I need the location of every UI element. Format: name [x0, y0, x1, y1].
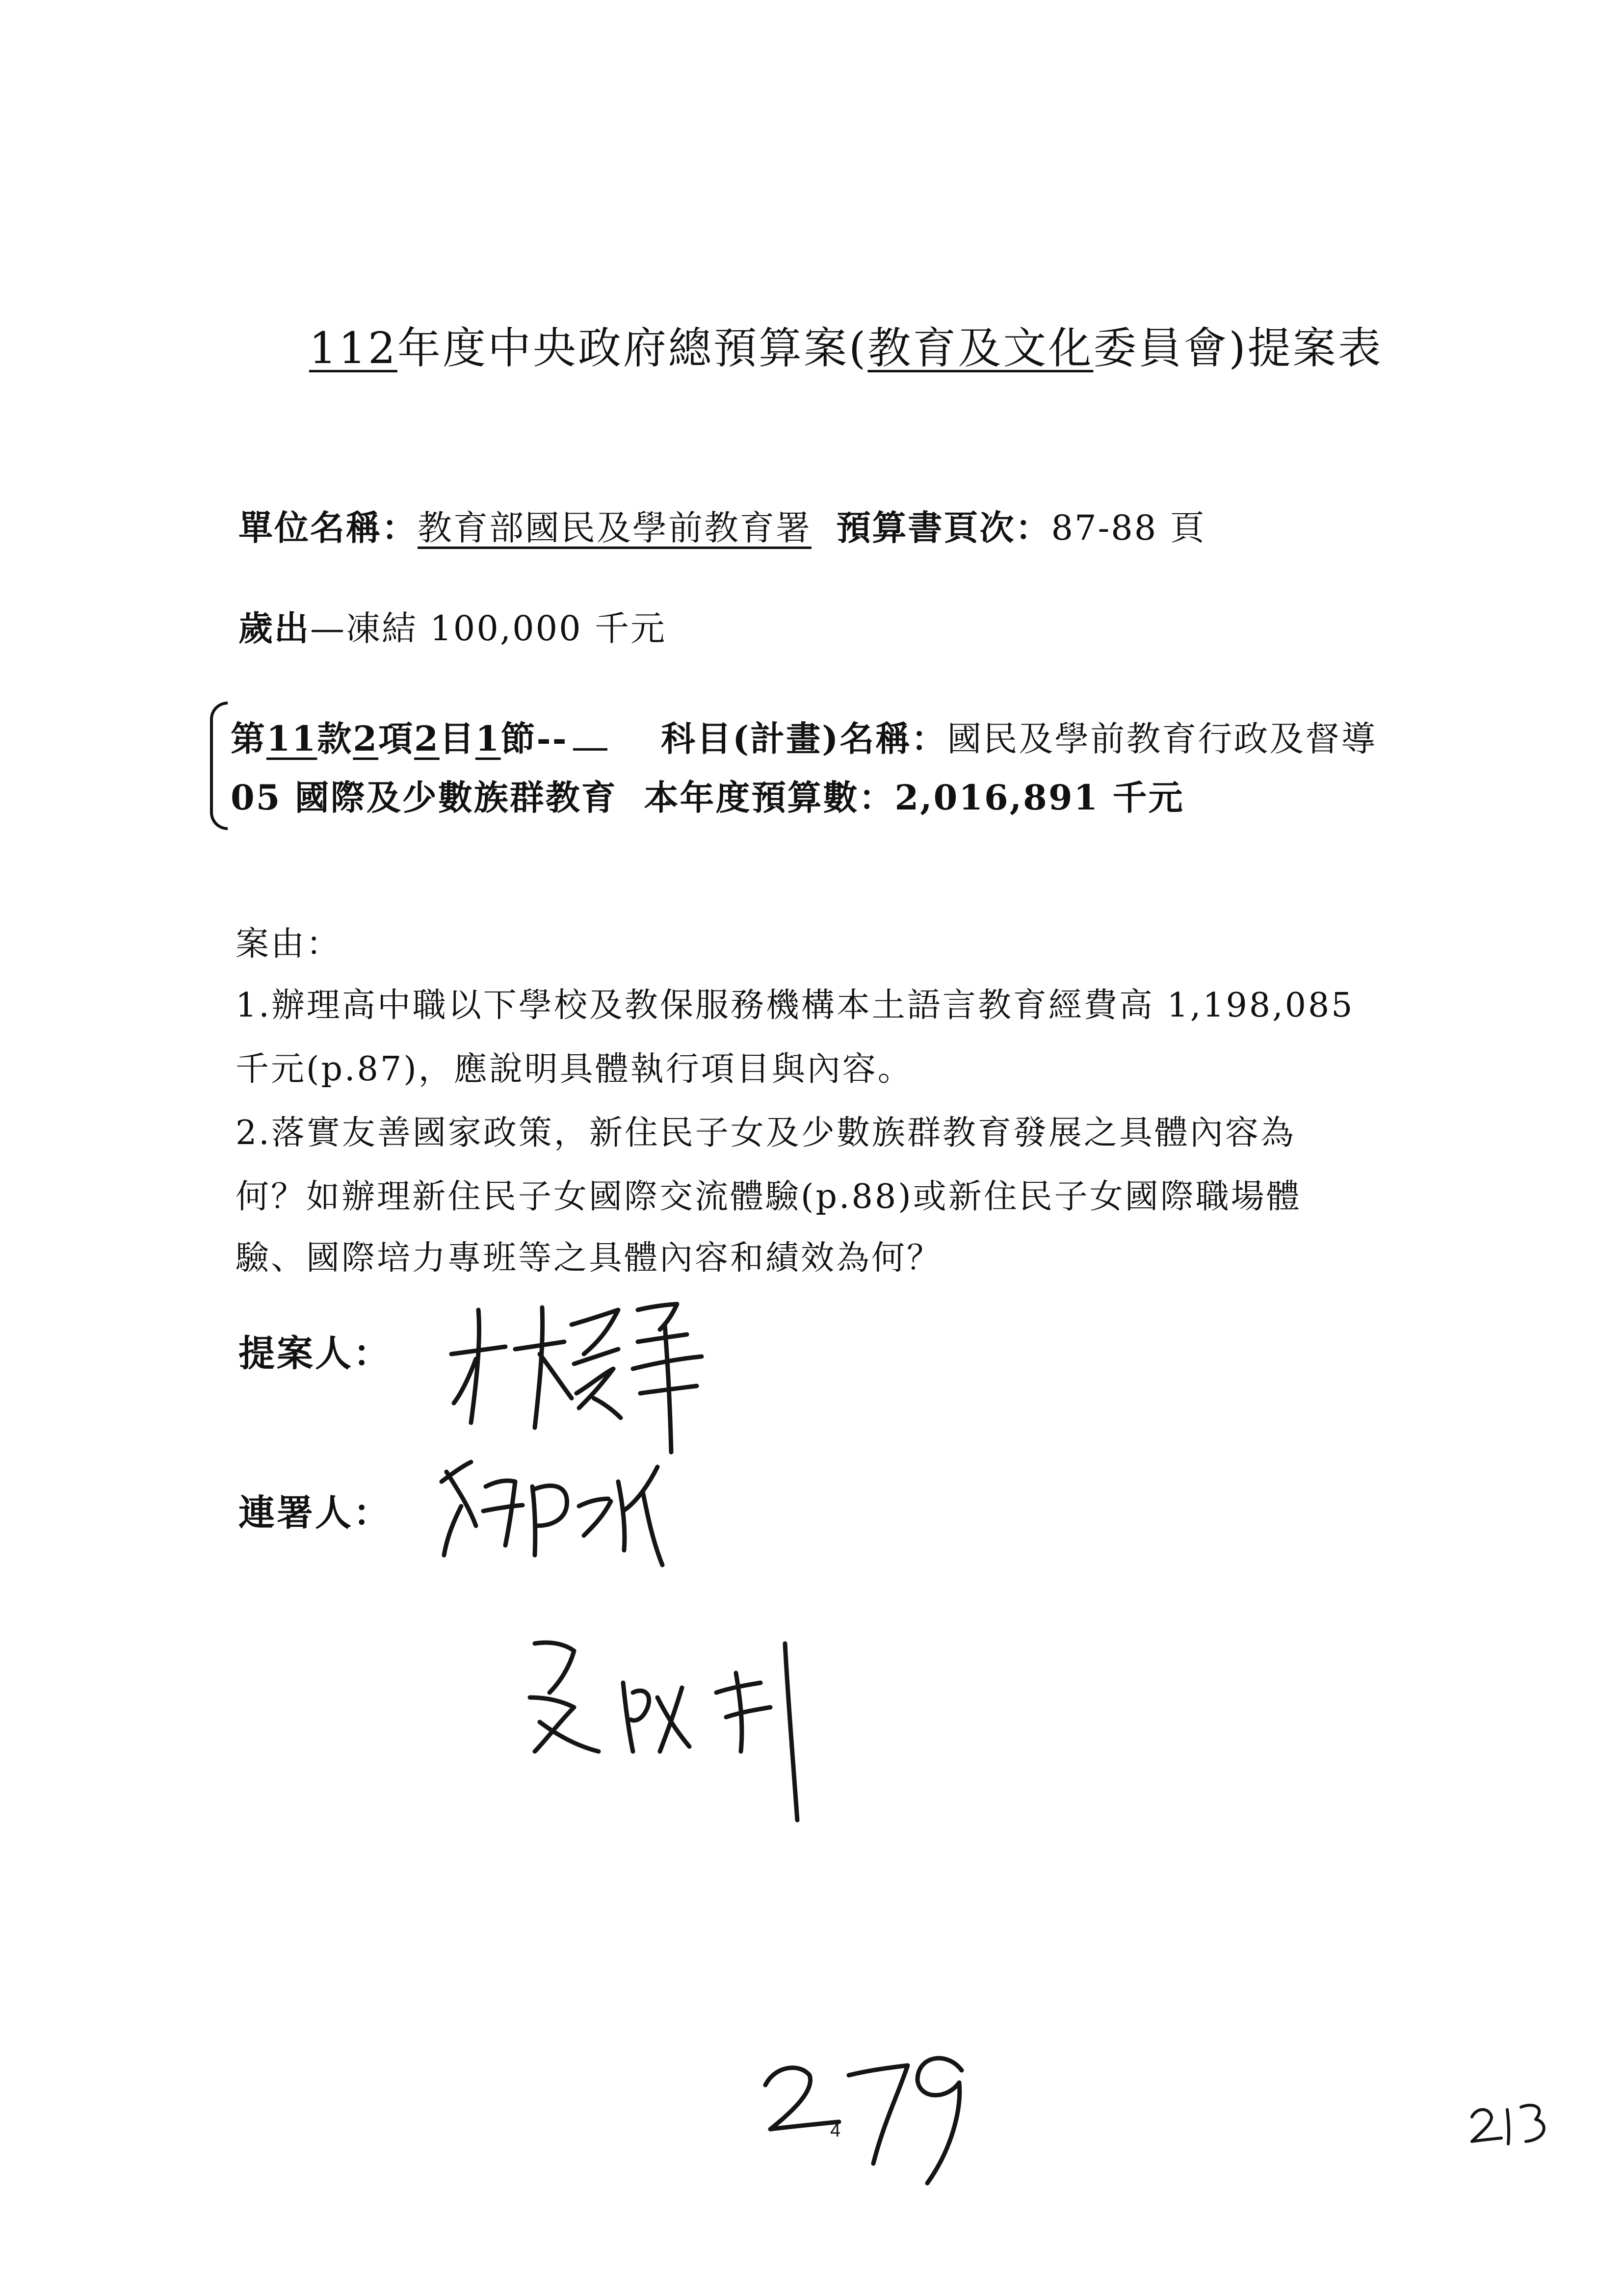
account-line-2 — [231, 770, 1184, 820]
budget-page-label: 預算書頁次： — [836, 507, 1051, 548]
mu-number: 2 — [414, 718, 440, 759]
reason-line-5: 驗、國際培力專班等之具體內容和績效為何？ — [236, 1239, 943, 1278]
document-title — [309, 314, 1383, 376]
proposer-signature — [442, 1295, 716, 1462]
account-line-1 — [231, 711, 1377, 761]
sub-item: 05 國際及少數族群教育 — [231, 777, 617, 818]
budget-label: 本年度預算數： — [644, 777, 895, 818]
title-part2: 委員會)提案表 — [1093, 323, 1383, 373]
unit-name: 教育部國民及學前教育署 — [418, 508, 812, 548]
kuan-number: 11 — [266, 718, 317, 759]
unit-line — [238, 500, 1206, 550]
corner-page-number-strokes — [1467, 2095, 1555, 2154]
printed-page-number: 4 — [830, 2120, 841, 2141]
xiang-label: 項 — [378, 718, 415, 759]
expenditure-line — [238, 601, 666, 651]
expenditure-label: 歲出 — [238, 608, 310, 649]
corner-page-number — [1467, 2095, 1555, 2154]
cosigner-label: 連署人： — [238, 1492, 392, 1534]
cosigner-signature-1 — [432, 1452, 697, 1570]
reason-line-1: 1.辦理高中職以下學校及教保服務機構本土語言教育經費高 1,198,085 — [236, 986, 1355, 1025]
subject-value: 國民及學前教育行政及督導 — [947, 719, 1377, 759]
budget-value: 2,016,891 千元 — [894, 777, 1184, 818]
title-committee: 教育及文化 — [867, 323, 1094, 373]
reason-line-4: 何？如辦理新住民子女國際交流體驗(p.88)或新住民子女國際職場體 — [236, 1177, 1302, 1216]
kuan-prefix: 第 — [231, 718, 266, 759]
subject-label: 科目(計畫)名稱： — [661, 718, 947, 759]
proposer-label: 提案人： — [238, 1332, 392, 1375]
handwritten-page-number-strokes — [756, 2036, 981, 2193]
budget-page-value: 87-88 頁 — [1051, 508, 1206, 548]
reason-label: 案由： — [236, 925, 342, 964]
xiang-number: 2 — [353, 718, 379, 759]
cosigner-signature-2 — [520, 1624, 824, 1830]
jie-number: 1 — [475, 718, 501, 759]
kuan-label: 款 — [317, 718, 353, 759]
unit-label: 單位名稱： — [238, 507, 418, 548]
handwritten-page-number — [756, 2036, 981, 2193]
jie-label: 節-- — [500, 718, 568, 759]
reason-line-2: 千元(p.87)，應說明具體執行項目與內容。 — [236, 1050, 913, 1089]
reason-line-3: 2.落實友善國家政策，新住民子女及少數族群教育發展之具體內容為 — [236, 1114, 1296, 1152]
title-part1: 年度中央政府總預算案( — [397, 323, 868, 373]
mu-label: 目 — [439, 718, 475, 759]
title-year: 112 — [309, 323, 397, 373]
account-bracket — [210, 702, 228, 830]
expenditure-text: —凍結 100,000 千元 — [310, 608, 666, 649]
